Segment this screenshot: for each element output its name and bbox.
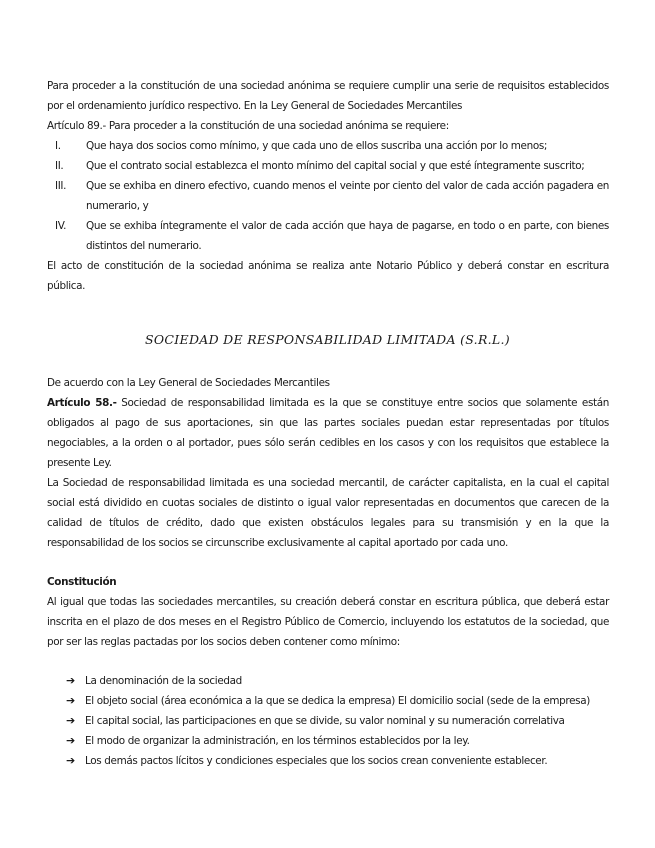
- bullet-text: El modo de organizar la administración, en los términos establecidos por la ley.: [85, 735, 470, 747]
- article-58-label: Artículo 58.-: [47, 397, 117, 409]
- article-58-paragraph: [47, 393, 609, 473]
- constitucion-heading-text: Constitución: [47, 576, 117, 588]
- constitucion-paragraph: Al igual que todas las sociedades mercantiles, su creación deberá constar en escritura pública, que deberá estar inscrita en el plazo de dos meses en el Registro Público de Comercio, incluyendo los estatutos de la sociedad, que por ser las reglas pactadas por los socios deben contener como mínimo:: [47, 596, 609, 648]
- item-number: I.: [55, 140, 61, 152]
- arrow-right-icon: ➔: [66, 674, 75, 687]
- item-text: Que se exhiba en dinero efectivo, cuando menos el veinte por ciento del valor de cada acción pagadera en numerario, y: [86, 180, 609, 212]
- constitucion-block: [47, 572, 609, 652]
- article-58-text: Sociedad de responsabilidad limitada es la que se constituye entre socios que solamente están obligados al pago de sus aportaciones, sin que las partes sociales puedan estar representadas por títulos negociables, a la orden o al portador, pues sólo serán cedibles en los casos y con los requisitos que establece la presente Ley.: [47, 397, 609, 469]
- list-item: [47, 156, 609, 176]
- arrow-right-icon: ➔: [66, 754, 75, 767]
- closing-paragraph: El acto de constitución de la sociedad anónima se realiza ante Notario Público y deberá constar en escritura pública.: [47, 260, 609, 292]
- requirements-list: [47, 136, 609, 256]
- item-text: Que el contrato social establezca el monto mínimo del capital social y que esté íntegramente suscrito;: [86, 160, 585, 172]
- section-srl: [47, 373, 609, 473]
- statutes-list-block: [47, 671, 609, 771]
- list-item: [47, 671, 609, 691]
- list-item: [47, 176, 609, 216]
- list-item: [47, 136, 609, 156]
- constitucion-heading: [47, 572, 609, 592]
- list-item: [47, 751, 609, 771]
- list-item: [47, 711, 609, 731]
- item-text: Que se exhiba íntegramente el valor de cada acción que haya de pagarse, en todo o en parte, con bienes distintos del numerario.: [86, 220, 609, 252]
- arrow-right-icon: ➔: [66, 734, 75, 747]
- arrow-right-icon: ➔: [66, 714, 75, 727]
- law-reference: De acuerdo con la Ley General de Sociedades Mercantiles: [47, 377, 330, 389]
- item-number: II.: [55, 160, 64, 172]
- item-text: Que haya dos socios como mínimo, y que cada uno de ellos suscriba una acción por lo menos;: [86, 140, 548, 152]
- arrow-right-icon: ➔: [66, 694, 75, 707]
- intro-paragraph: Para proceder a la constitución de una sociedad anónima se requiere cumplir una serie de requisitos establecidos por el ordenamiento jurídico respectivo. En la Ley General de Sociedades Mercantiles: [47, 80, 609, 112]
- item-number: III.: [55, 180, 67, 192]
- list-item: [47, 691, 609, 711]
- bullet-text: El objeto social (área económica a la que se dedica la empresa) El domicilio social (sede de la empresa): [85, 695, 590, 707]
- list-item: [47, 216, 609, 256]
- definition-block: [47, 473, 609, 553]
- bullet-text: El capital social, las participaciones en que se divide, su valor nominal y su numeración correlativa: [85, 715, 565, 727]
- section-sociedad-anonima: [47, 76, 609, 296]
- article-89-line: Artículo 89.- Para proceder a la constitución de una sociedad anónima se requiere:: [47, 120, 449, 132]
- bullet-text: La denominación de la sociedad: [85, 675, 242, 687]
- section-title: SOCIEDAD DE RESPONSABILIDAD LIMITADA (S.R.L.): [145, 332, 510, 347]
- definition-paragraph: La Sociedad de responsabilidad limitada es una sociedad mercantil, de carácter capitalista, en la cual el capital social está dividido en cuotas sociales de distinto o igual valor representadas en documentos que carecen de la calidad de títulos de crédito, dado que existen obstáculos legales para su transmisión y en la que la responsabilidad de los socios se circunscribe exclusivamente al capital aportado por cada uno.: [47, 477, 609, 549]
- item-number: IV.: [55, 220, 67, 232]
- list-item: [47, 731, 609, 751]
- bullet-text: Los demás pactos lícitos y condiciones especiales que los socios crean conveniente establecer.: [85, 755, 548, 767]
- statutes-list: [47, 671, 609, 771]
